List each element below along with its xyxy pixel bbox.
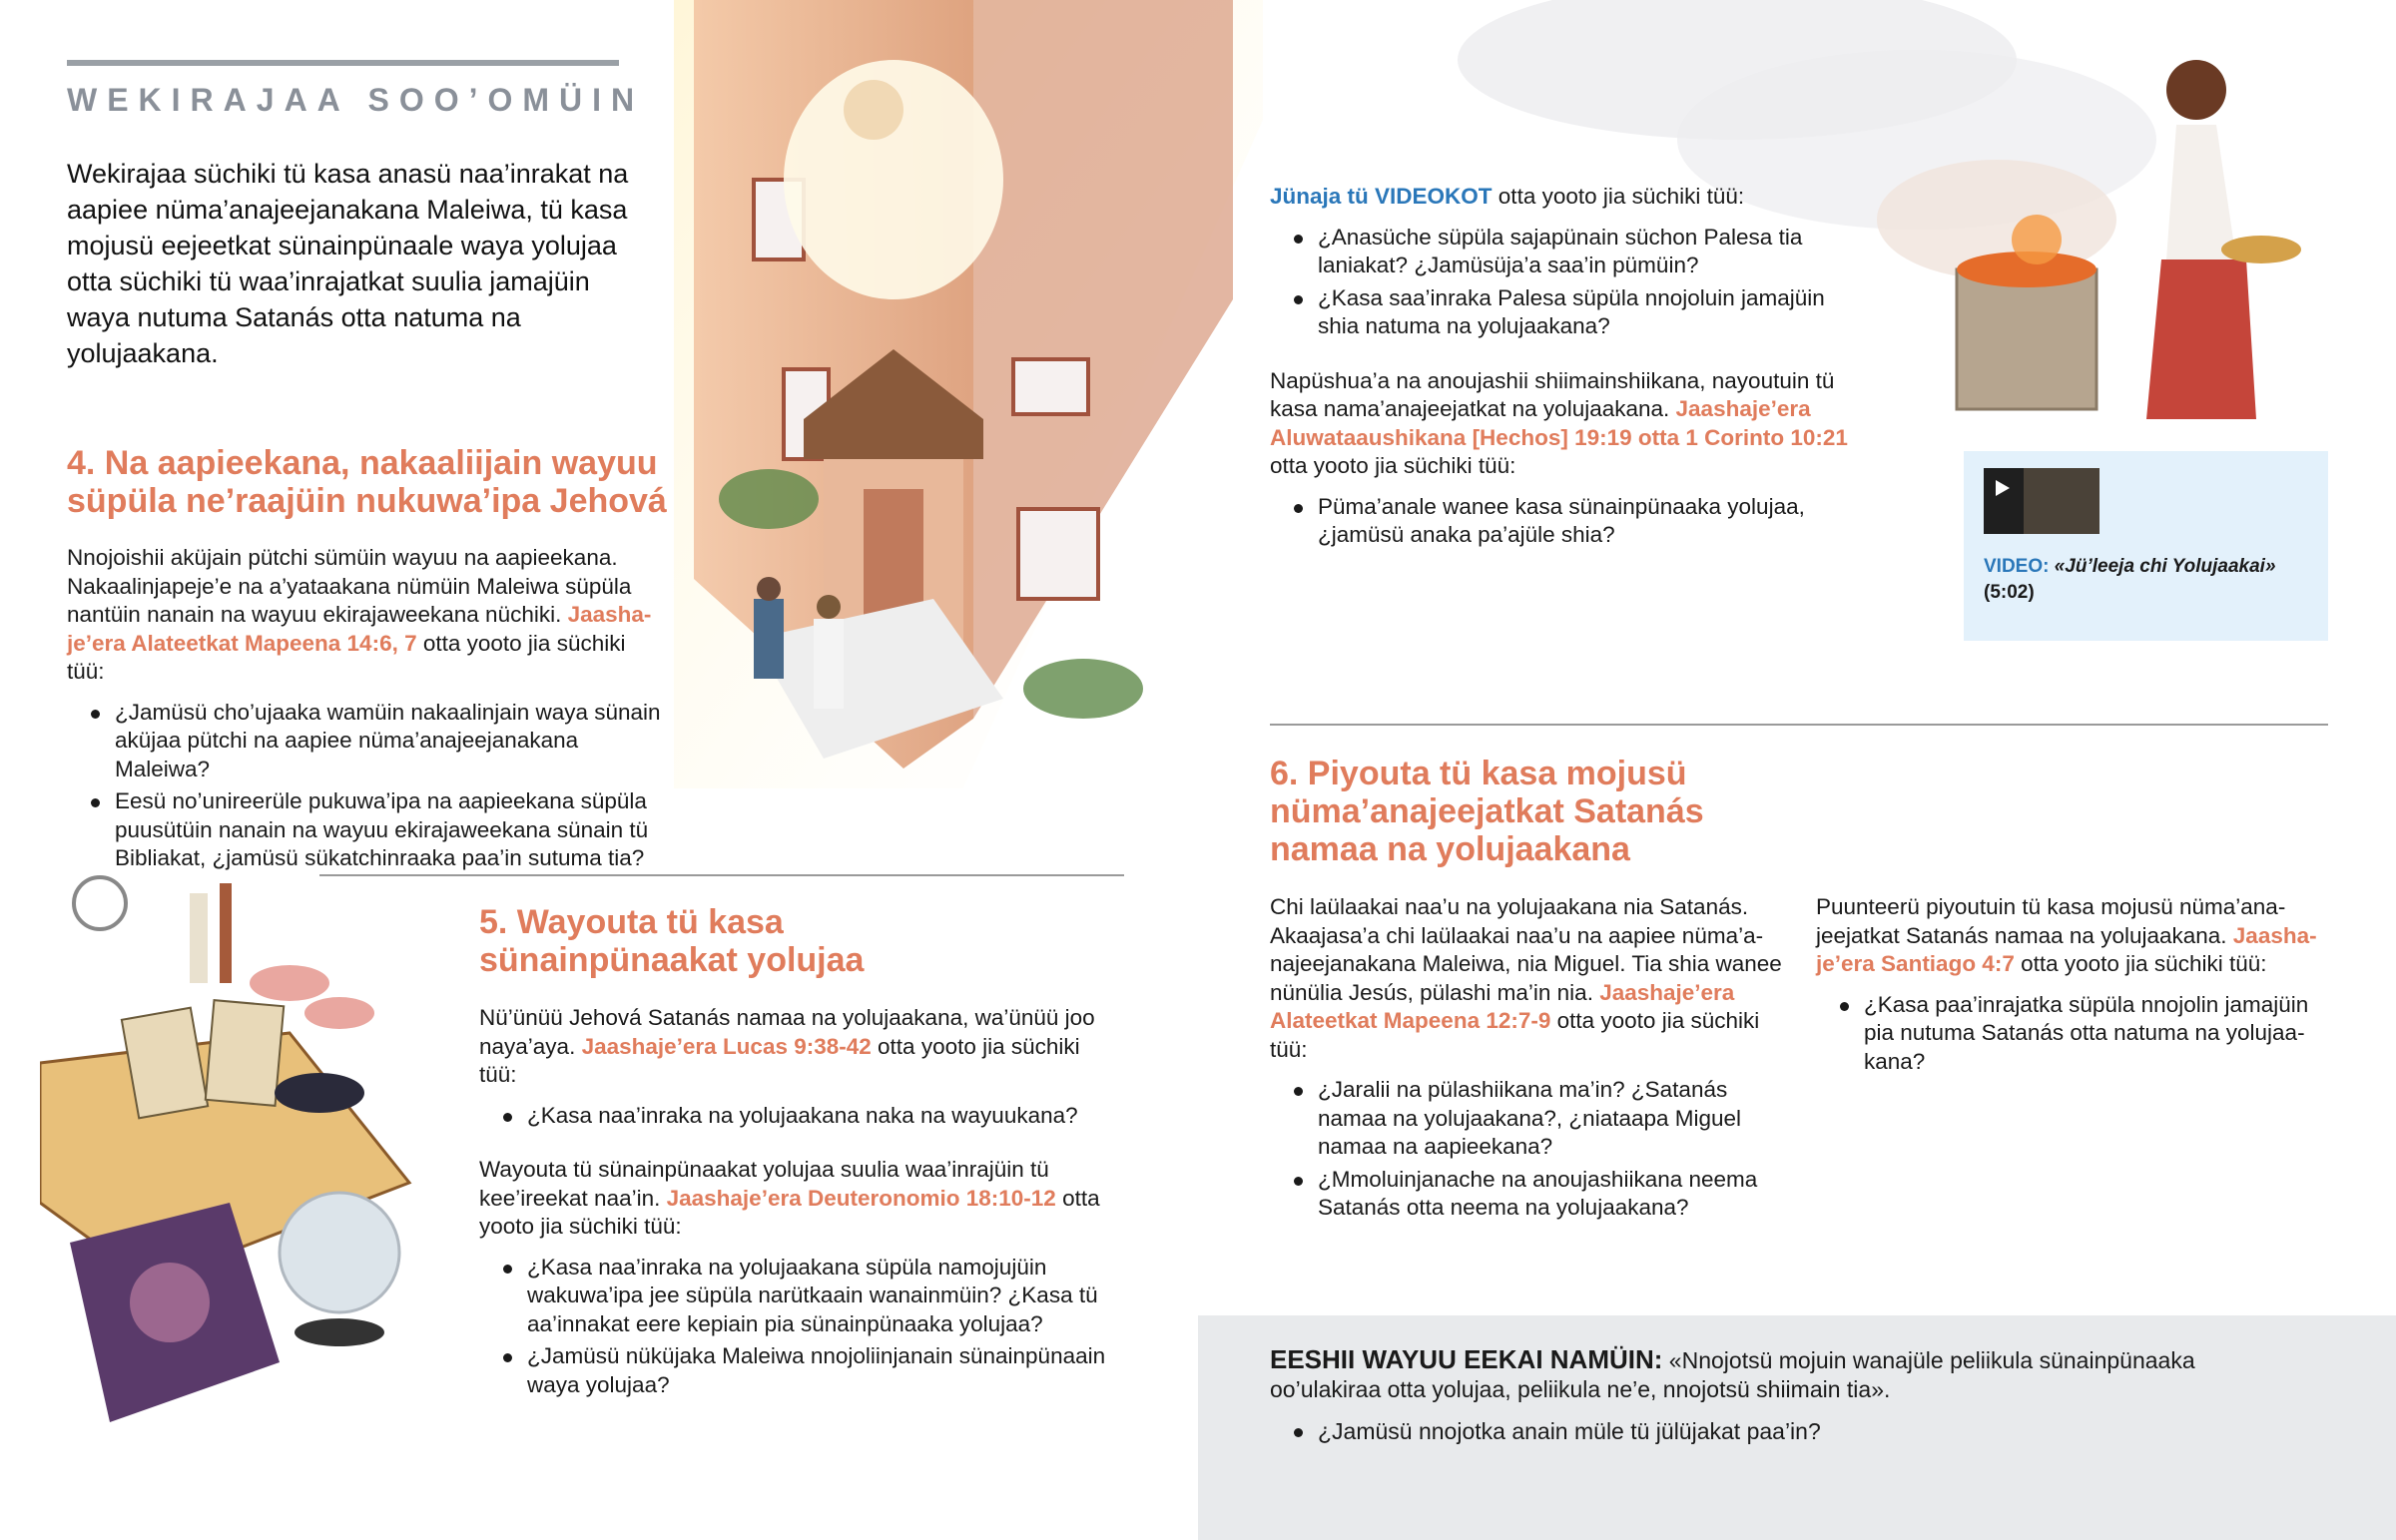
video-caption <box>1984 554 2313 606</box>
some-people-say-questions <box>1270 1417 2268 1446</box>
question-item: ¿Jamüsü cho’ujaaka wamüin nakaalinjain waya sünain aküjaa pütchi na aapiee nüma’anajeejanakana Maleiwa? <box>67 699 666 784</box>
video-intro-lead: Jünaja tü <box>1270 184 1376 209</box>
section-6-heading <box>1270 755 1889 868</box>
video-title[interactable]: «Jü’leeja chi Yolujaakai» <box>2054 556 2276 577</box>
play-icon[interactable] <box>1996 480 2010 496</box>
believers-questions <box>1270 493 1869 550</box>
section-4-scripture-link[interactable]: Jaashaje’era Alateetkat Mapeena 14:6, 7 <box>67 602 652 656</box>
question-item: ¿Mmoluinjanache na anoujashiikana neema Satanás otta neema na yolujaakana? <box>1270 1166 1789 1223</box>
section-5-paragraph-1: Nü’ünüü Jehová Satanás namaa na yolujaakana, wa’ünüü joo naya’aya. <box>479 1005 1095 1059</box>
section-5-questions-1 <box>479 1102 1118 1131</box>
section-6-col1-questions <box>1270 1076 1789 1223</box>
section-5-heading <box>479 903 1098 979</box>
section-6-col1-after-ref: otta yooto jia süchiki tüü: <box>1270 1008 1760 1062</box>
section-6-col2-paragraph: Puunteerü piyoutuin tü kasa mojusü nüma’anajeejatkat Satanás namaa na yolujaakana. <box>1816 894 2286 948</box>
video-duration: (5:02) <box>1984 582 2035 603</box>
section-6-title-line3: namaa na yolujaakana <box>1270 830 1630 868</box>
question-item: ¿Kasa paa’inrajatka süpüla nnojolin jamajüin pia nutuma Satanás otta natuma na yolujaakana? <box>1816 991 2335 1077</box>
some-people-say-content <box>1270 1345 2268 1450</box>
some-people-say-lead: EESHII WAYUU EEKAI NAMÜIN: <box>1270 1344 1663 1374</box>
section-6-col1-paragraph: Chi laülaakai naa’u na yolujaakana nia Satanás. Akaajasa’a chi laülaakai naa’u na aapiee nüma’anajeejanakana Maleiwa, nia Miguel. Tia shia wanee nünülia Jesús, pülashi ma’in nia. <box>1270 894 1782 1005</box>
section-6-column-2 <box>1816 893 2335 1080</box>
section-5-after-ref-2: otta yooto jia süchiki tüü: <box>479 1185 1100 1239</box>
section-5-after-ref-1: otta yooto jia süchiki tüü: <box>479 1033 1080 1087</box>
section-4-heading <box>67 444 686 520</box>
section-5-title-line1: 5. Wayouta tü kasa <box>479 903 784 941</box>
believers-paragraph: Napüshua’a na anoujashii shiimainshiikana, nayoutuin tü kasa nama’anajeejatkat na yolujaakana. <box>1270 367 1835 421</box>
section-6-column-1 <box>1270 893 1789 1227</box>
section-4-title-line2: süpüla ne’raajüin nukuwa’ipa Jehová <box>67 482 667 520</box>
section-4-paragraph: Nnojoishii aküjain pütchi sümüin wayuu na aapieekana. Nakaalinjapeje’e na a’yataakana nümüin Maleiwa süpüla nantüin nanain na wayuu ekirajaweekana nüchiki. <box>67 545 632 627</box>
question-item: Eesü no’unireerüle pukuwa’ipa na aapieekana süpüla puusütüin nanain na wayuu ekirajaweekana sünain tü Bibliakat, ¿jamüsü sükatchinraaka paa’in sutuma tia? <box>67 787 666 873</box>
intro-text: Wekirajaa süchiki tü kasa anasü naa’inrakat na aapiee nüma’anajeejanakana Maleiwa, tü kasa mojusü eejeetkat sünainpünaale waya yolujaa otta süchiki tü waa’inrajatkat suulia jamajüin waya nutuma Satanás otta natuma na yolujaakana. <box>67 159 629 368</box>
section-6-col1-scripture-link[interactable]: Jaashaje’era Alateetkat Mapeena 12:7-9 <box>1270 979 1735 1033</box>
section-4-questions <box>67 699 666 873</box>
section-5-paragraph-2: Wayouta tü sünainpünaakat yolujaa suulia waa’inrajüin tü kee’ireekat naa’in. <box>479 1157 1049 1211</box>
section-5-questions-2 <box>479 1254 1118 1400</box>
section-4-body <box>67 544 666 877</box>
video-questions <box>1270 224 1869 341</box>
section-6-title-line2: nüma’anajeejatkat Satanás <box>1270 792 1704 830</box>
house-angel-illustration <box>674 0 1273 788</box>
question-item: ¿Anasüche süpüla sajapünain süchon Palesa tia laniakat? ¿Jamüsüja’a saa’in pümüin? <box>1270 224 1869 280</box>
video-discussion-body <box>1270 183 1869 554</box>
video-box[interactable] <box>1964 451 2328 641</box>
acts-scripture-link[interactable]: Jaashaje’era Aluwataaushikana [Hechos] 19:19 otta 1 Corinto 10:21 <box>1270 396 1848 450</box>
section-5-title-line2: sünainpünaakat yolujaa <box>479 941 865 979</box>
section-label: WEKIRAJAA SOO’OMÜIN <box>67 82 645 118</box>
question-item: Püma’anale wanee kasa sünainpünaaka yolujaa, ¿jamüsü anaka pa’ajüle shia? <box>1270 493 1869 550</box>
section-6-col2-questions <box>1816 991 2335 1077</box>
section-6-rule <box>1270 724 2328 726</box>
some-people-say-box <box>1198 1315 2396 1540</box>
section-5-scripture-link-1[interactable]: Jaashaje’era Lucas 9:38-42 <box>581 1033 872 1059</box>
section-5-scripture-link-2[interactable]: Jaashaje’era Deuteronomio 18:10-12 <box>666 1185 1056 1211</box>
section-6-col2-scripture-link[interactable]: Jaashaje’era Santiago 4:7 <box>1816 922 2317 976</box>
video-label: VIDEO: <box>1984 556 2055 577</box>
question-item: ¿Jamüsü nnojotka anain müle tü jülüjakat paa’in? <box>1270 1417 2268 1446</box>
question-item: ¿Kasa naa’inraka na yolujaakana naka na wayuukana? <box>479 1102 1118 1131</box>
section-6-col2-after-ref: otta yooto jia süchiki tüü: <box>2014 951 2267 976</box>
believers-after-ref: otta yooto jia süchiki tüü: <box>1270 453 1516 478</box>
section-5-body <box>479 1004 1118 1403</box>
question-item: ¿Kasa naa’inraka na yolujaakana süpüla namojujüin wakuwa’ipa jee süpüla narütkaain wanainmüin? ¿Kasa tü aa’innakat eere kepiain pia sünainpünaaka yolujaa? <box>479 1254 1118 1339</box>
video-link[interactable]: VIDEOKOT <box>1375 184 1493 209</box>
question-item: ¿Jaralii na pülashiikana ma’in? ¿Satanás namaa na yolujaakana?, ¿niataapa Miguel namaa na aapieekana? <box>1270 1076 1789 1162</box>
some-people-say-quote: «Nnojotsü mojuin wanajüle peliikula sünainpünaaka oo’ulakiraa otta yolujaa, peliikula ne’e, nnojotsü shiimain tia». <box>1270 1347 2195 1402</box>
occult-items-illustration <box>40 863 459 1432</box>
question-item: ¿Kasa saa’inraka Palesa süpüla nnojoluin jamajüin shia natuma na yolujaakana? <box>1270 284 1869 341</box>
video-intro-rest: otta yooto jia süchiki tüü: <box>1492 184 1745 209</box>
thumbnail-shade <box>1984 468 2024 534</box>
section-rule <box>67 60 619 66</box>
question-item: ¿Jamüsü nüküjaka Maleiwa nnojoliinjanain sünainpünaain waya yolujaa? <box>479 1342 1118 1399</box>
video-thumbnail[interactable] <box>1984 468 2099 534</box>
section-4-title-line1: 4. Na aapieekana, nakaaliijain wayuu <box>67 444 658 482</box>
section-4-after-ref: otta yooto jia süchiki tüü: <box>67 630 626 684</box>
section-6-title-line1: 6. Piyouta tü kasa mojusü <box>1270 755 1687 792</box>
